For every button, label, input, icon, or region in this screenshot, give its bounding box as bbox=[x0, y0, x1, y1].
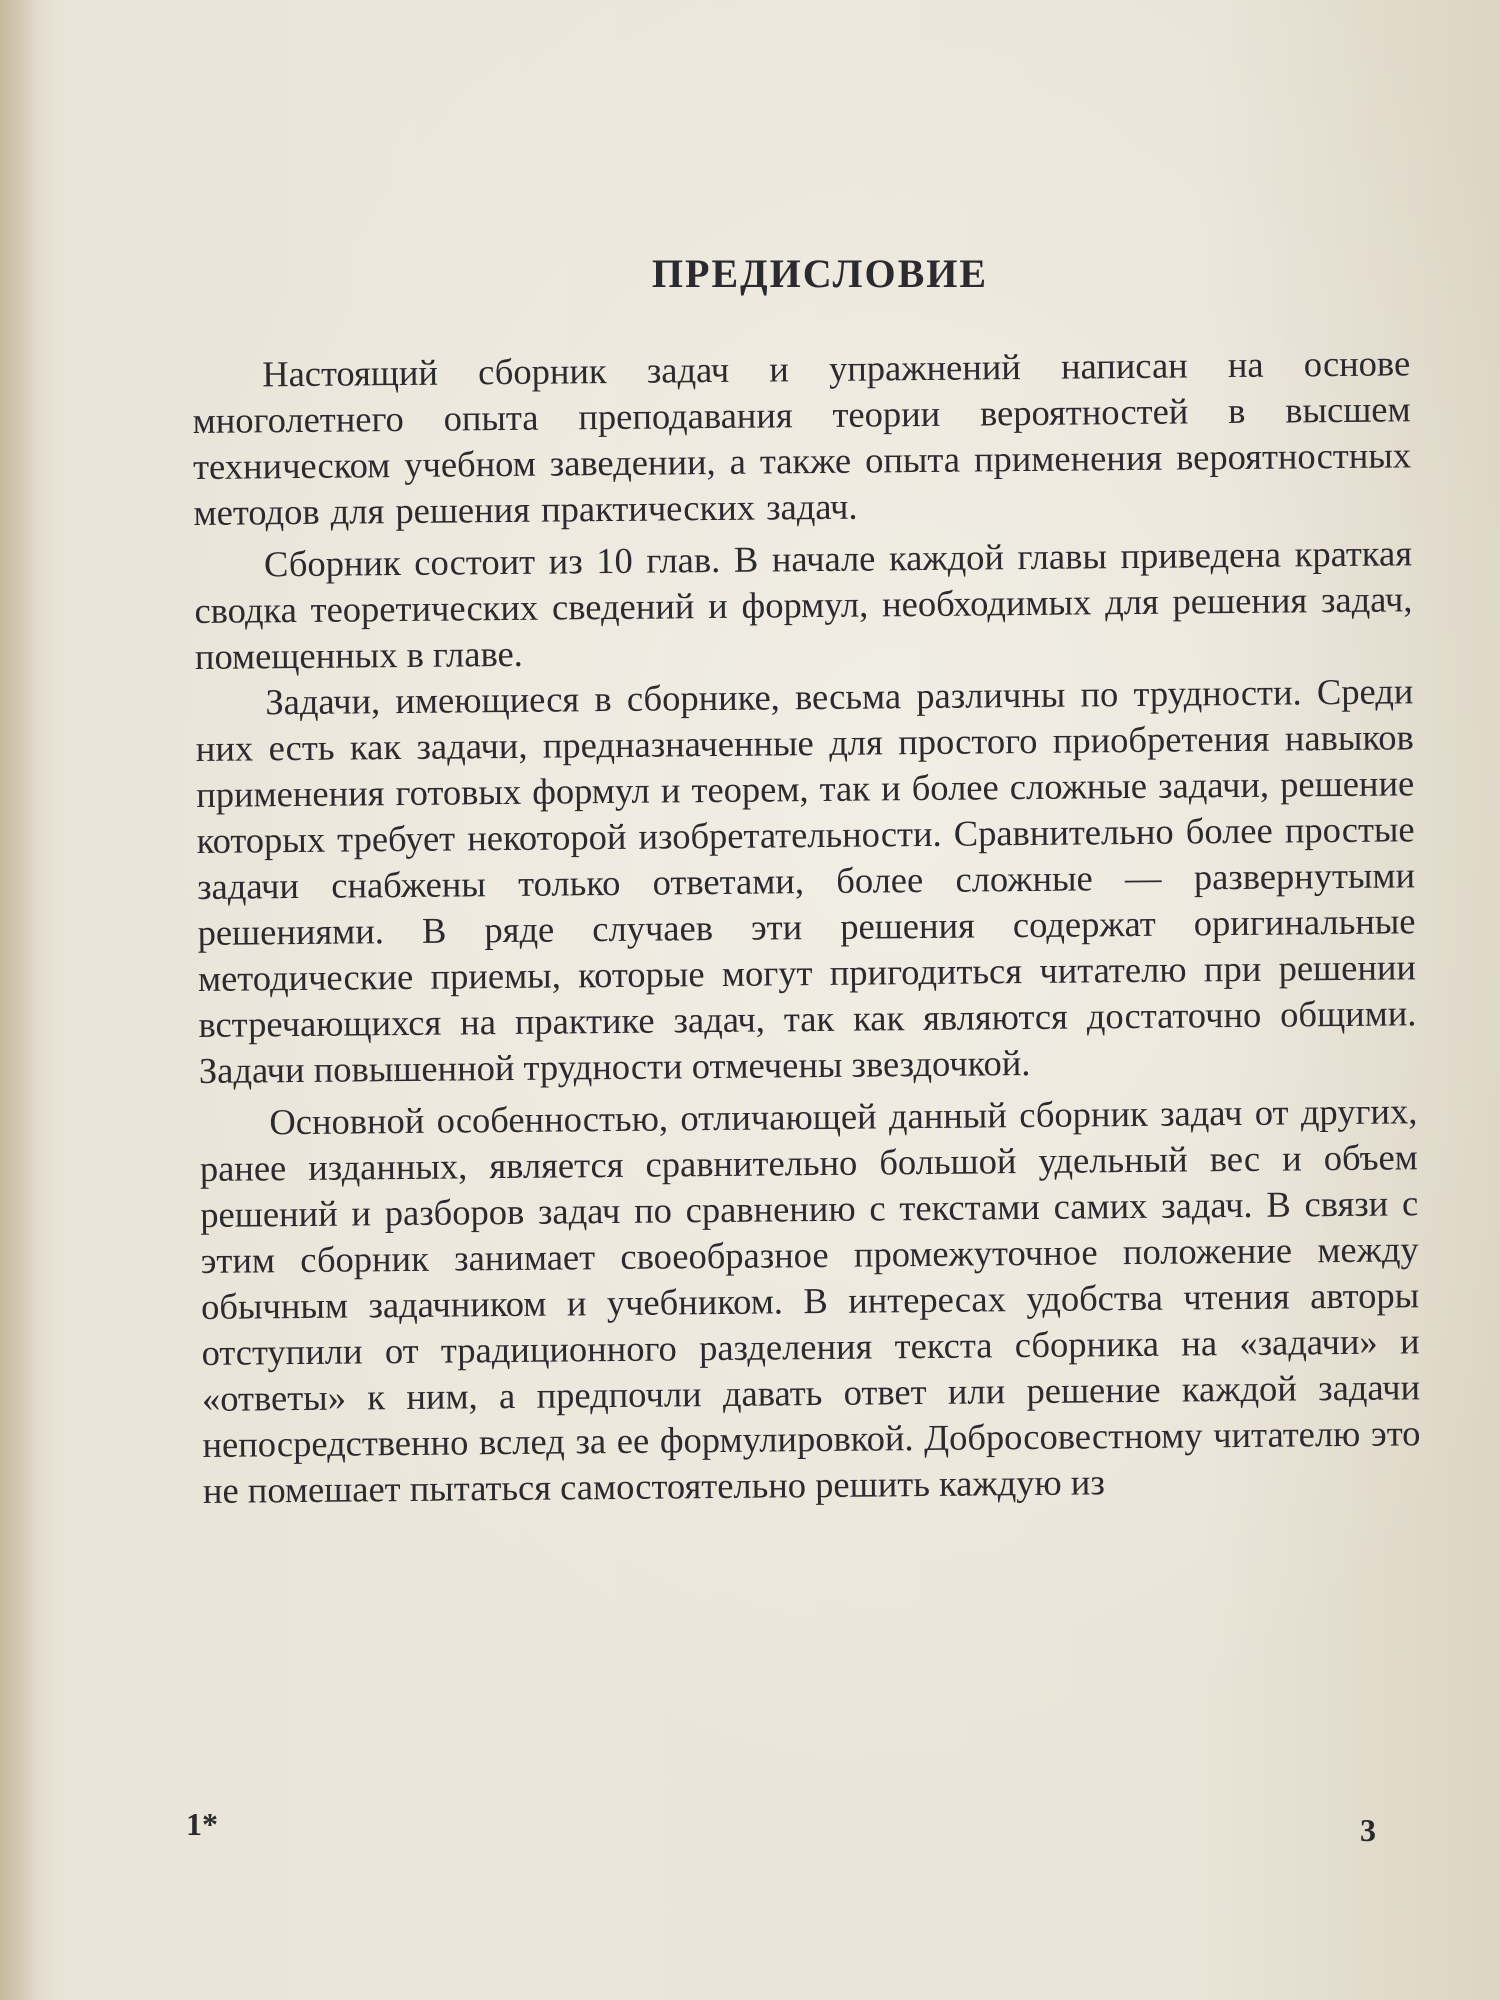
paragraph-1: Настоящий сборник задач и упражнений написан на основе многолетнего опыта преподавания теории вероятностей в высшем техническом учебном заведении, а также опыта применения вероятностных методов для решения практических задач. bbox=[192, 342, 1412, 533]
paragraph-2: Сборник состоит из 10 глав. В начале каждой главы приведена краткая сводка теоретических сведений и формул, необходимых для решения задач, помещенных в главе. bbox=[194, 532, 1413, 677]
preface-text bbox=[192, 340, 1421, 1520]
page-title: ПРЕДИСЛОВИЕ bbox=[651, 251, 989, 296]
page-number: 3 bbox=[1360, 1812, 1376, 1848]
paragraph-4: Основной особенностью, отличающей данный сборник задач от других, ранее изданных, является сравнительно большой удельный вес и объем решений и разборов задач по сравнению с текстами самих задач. В связи с этим сборник занимает своеобразное промежуточное положение между обычным задачником и учебником. В интересах удобства чтения авторы отступили от традиционного разделения текста сборника на «задачи» и «ответы» к ним, а предпочли давать ответ или решение каждой задачи непосредственно вслед за ее формулировкой. Добросовестному читателю это не помешает пытаться самостоятельно решить каждую из bbox=[199, 1090, 1421, 1511]
signature-mark: 1* bbox=[186, 1806, 218, 1842]
paragraph-3: Задачи, имеющиеся в сборнике, весьма различны по трудности. Среди них есть как задачи, предназначенные для простого приобретения навыков применения готовых формул и теорем, так и более сложные задачи, решение которых требует некоторой изобретательности. Сравнительно более простые задачи снабжены только ответами, более сложные — развернутыми решениями. В ряде случаев эти решения содержат оригинальные методические приемы, которые могут пригодиться читателю при решении встречающихся на практике задач, так как являются достаточно общими. Задачи повышенной трудности отмечены звездочкой. bbox=[195, 670, 1417, 1091]
